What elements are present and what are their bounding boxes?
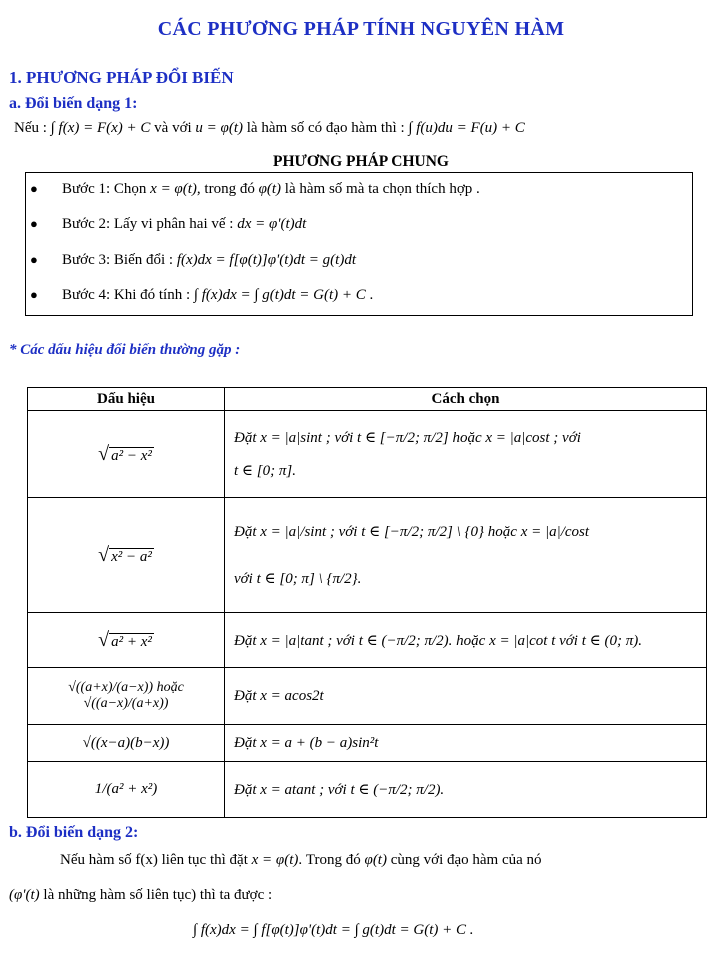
sign-cell: √ x² − a² bbox=[28, 498, 225, 613]
column-header-sign: Dấu hiệu bbox=[28, 388, 225, 411]
intro-mid: và với bbox=[154, 120, 192, 136]
sign-cell: √ a² − x² bbox=[28, 411, 225, 498]
step-formula: dx = φ'(t)dt bbox=[237, 216, 307, 232]
bullet-icon: ● bbox=[30, 252, 38, 267]
step-rest: . bbox=[369, 287, 374, 303]
choice-line: Đặt x = acos2t bbox=[234, 687, 324, 704]
table-row bbox=[28, 668, 707, 725]
table-row bbox=[28, 762, 707, 818]
step-label: Bước 1: Chọn bbox=[62, 181, 147, 197]
sign-cell: √ a² + x² bbox=[28, 613, 225, 668]
intro-formula-1: ∫ f(x) = F(x) + C bbox=[50, 120, 151, 136]
step-formula-2: φ(t) bbox=[258, 181, 282, 197]
step-rest-2: là hàm số mà ta chọn thích hợp . bbox=[284, 181, 480, 197]
step-formula: f(x)dx = f[φ(t)]φ'(t)dt = g(t)dt bbox=[176, 252, 356, 268]
type2-formula-3: (φ'(t) bbox=[9, 887, 40, 903]
table-row bbox=[28, 725, 707, 762]
intro-line bbox=[14, 120, 525, 137]
column-header-choice: Cách chọn bbox=[225, 388, 707, 411]
type2-line-2: (φ'(t) là những hàm số liên tục) thì ta được : bbox=[9, 887, 273, 903]
choice-cell bbox=[225, 411, 707, 498]
intro-mid-2: là hàm số có đạo hàm thì : bbox=[246, 120, 405, 136]
type2-result-formula: ∫ f(x)dx = ∫ f[φ(t)]φ'(t)dt = ∫ g(t)dt = G(t) + C . bbox=[193, 922, 474, 938]
step-rest: , trong đó bbox=[196, 181, 255, 197]
step-formula: x = φ(t) bbox=[150, 181, 197, 197]
type2-formula-2: φ(t) bbox=[364, 852, 387, 868]
method-title: PHƯƠNG PHÁP CHUNG bbox=[273, 153, 449, 170]
bullet-icon: ● bbox=[30, 181, 38, 196]
choice-cell bbox=[225, 762, 707, 818]
table-row bbox=[28, 613, 707, 668]
choice-line: Đặt x = |a|sint ; với t ∈ [−π/2; π/2] hoặc x = |a|cost ; với bbox=[234, 430, 581, 446]
section-heading-substitution: 1. PHƯƠNG PHÁP ĐỔI BIẾN bbox=[9, 68, 234, 87]
choice-line: Đặt x = a + (b − a)sin²t bbox=[234, 734, 379, 751]
bullet-icon: ● bbox=[30, 287, 38, 302]
sign-cell: √((a+x)/(a−x)) hoặc √((a−x)/(a+x)) bbox=[28, 668, 225, 725]
choice-line: Đặt x = atant ; với t ∈ (−π/2; π/2). bbox=[234, 782, 445, 798]
substitution-table bbox=[27, 387, 707, 818]
table-header-row bbox=[28, 388, 707, 411]
choice-line: Đặt x = |a|tant ; với t ∈ (−π/2; π/2). hoặc x = |a|cot t với t ∈ (0; π). bbox=[234, 632, 642, 649]
signs-heading: * Các dấu hiệu đổi biến thường gặp : bbox=[9, 342, 241, 358]
sign-cell: √((x−a)(b−x)) bbox=[28, 725, 225, 762]
choice-line: t ∈ [0; π]. bbox=[234, 463, 296, 479]
type2-formula: x = φ(t) bbox=[251, 852, 299, 868]
choice-line: Đặt x = |a|/sint ; với t ∈ [−π/2; π/2] \ {0} hoặc x = |a|/cost bbox=[234, 524, 590, 540]
subheading-type-2: b. Đổi biến dạng 2: bbox=[9, 824, 139, 841]
table-row bbox=[28, 498, 707, 613]
type2-line-1: Nếu hàm số f(x) liên tục thì đặt x = φ(t). Trong đó φ(t) cùng với đạo hàm của nó bbox=[60, 852, 542, 868]
step-label: Bước 4: Khi đó tính : bbox=[62, 287, 191, 303]
choice-cell bbox=[225, 613, 707, 668]
step-formula: ∫ f(x)dx = ∫ g(t)dt = G(t) + C bbox=[193, 287, 366, 303]
sign-cell: 1/(a² + x²) bbox=[28, 762, 225, 818]
intro-formula-3: ∫ f(u)du = F(u) + C bbox=[408, 120, 525, 136]
choice-line: với t ∈ [0; π] \ {π/2}. bbox=[234, 571, 362, 587]
steps-box bbox=[25, 172, 693, 316]
choice-cell bbox=[225, 498, 707, 613]
choice-cell bbox=[225, 725, 707, 762]
step-label: Bước 3: Biến đổi : bbox=[62, 252, 174, 268]
table-row bbox=[28, 411, 707, 498]
bullet-icon: ● bbox=[30, 216, 38, 231]
intro-formula-2: u = φ(t) bbox=[195, 120, 243, 136]
intro-prefix: Nếu : bbox=[14, 120, 47, 136]
choice-cell bbox=[225, 668, 707, 725]
step-label: Bước 2: Lấy vi phân hai vế : bbox=[62, 216, 234, 232]
subheading-type-1: a. Đổi biến dạng 1: bbox=[9, 95, 138, 112]
page-title: CÁC PHƯƠNG PHÁP TÍNH NGUYÊN HÀM bbox=[157, 18, 565, 40]
